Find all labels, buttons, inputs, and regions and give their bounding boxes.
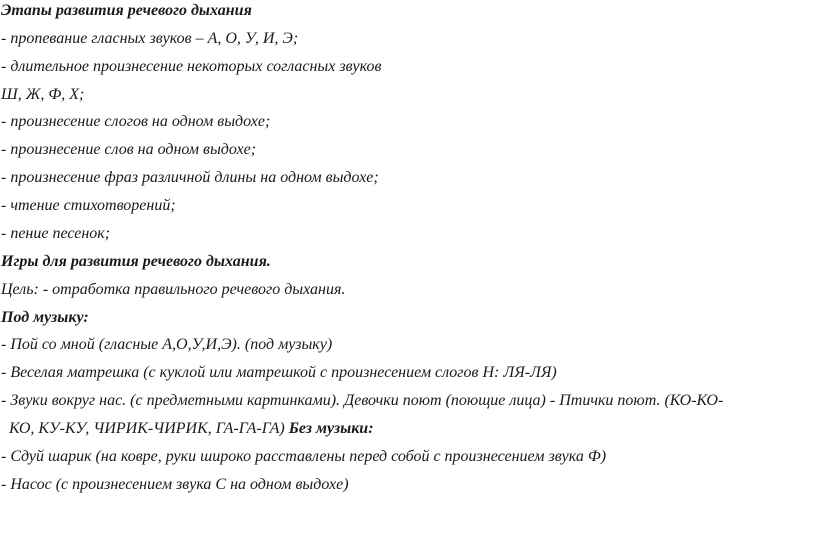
heading-breathing-games: Игры для развития речевого дыхания. <box>1 253 271 270</box>
stage-item: - пропевание гласных звуков – А, О, У, И, Э; <box>1 30 299 47</box>
heading-without-music: Без музыки: <box>288 420 374 437</box>
heading-speech-breathing-stages: Этапы развития речевого дыхания <box>1 2 252 19</box>
stage-item-continuation: Ш, Ж, Ф, Х; <box>1 86 85 103</box>
stage-item: - чтение стихотворений; <box>1 197 176 214</box>
no-music-game-item: - Насос (с произнесением звука С на одном выдохе) <box>1 476 349 493</box>
stage-item: - произнесение слов на одном выдохе; <box>1 141 257 158</box>
goal-text: Цель: - отработка правильного речевого дыхания. <box>1 281 346 298</box>
stage-item: - пение песенок; <box>1 225 111 242</box>
music-game-item: - Веселая матрешка (с куклой или матрешкой с произнесением слогов Н: ЛЯ-ЛЯ) <box>1 364 557 381</box>
music-game-item-continuation-text: КО, КУ-КУ, ЧИРИК-ЧИРИК, ГА-ГА-ГА) <box>9 420 285 437</box>
stage-item: - произнесение фраз различной длины на одном выдохе; <box>1 169 379 186</box>
music-game-item: - Пой со мной (гласные А,О,У,И,Э). (под музыку) <box>1 336 333 353</box>
no-music-game-item: - Сдуй шарик (на ковре, руки широко расставлены перед собой с произнесением звука Ф) <box>1 448 607 465</box>
stage-item: - произнесение слогов на одном выдохе; <box>1 113 271 130</box>
music-game-item: - Звуки вокруг нас. (с предметными картинками). Девочки поют (поющие лица) - Птички поют. (КО-КО- <box>1 392 724 409</box>
heading-with-music: Под музыку: <box>1 309 89 326</box>
stage-item: - длительное произнесение некоторых согласных звуков <box>1 58 382 75</box>
music-game-item-continuation <box>9 420 374 438</box>
